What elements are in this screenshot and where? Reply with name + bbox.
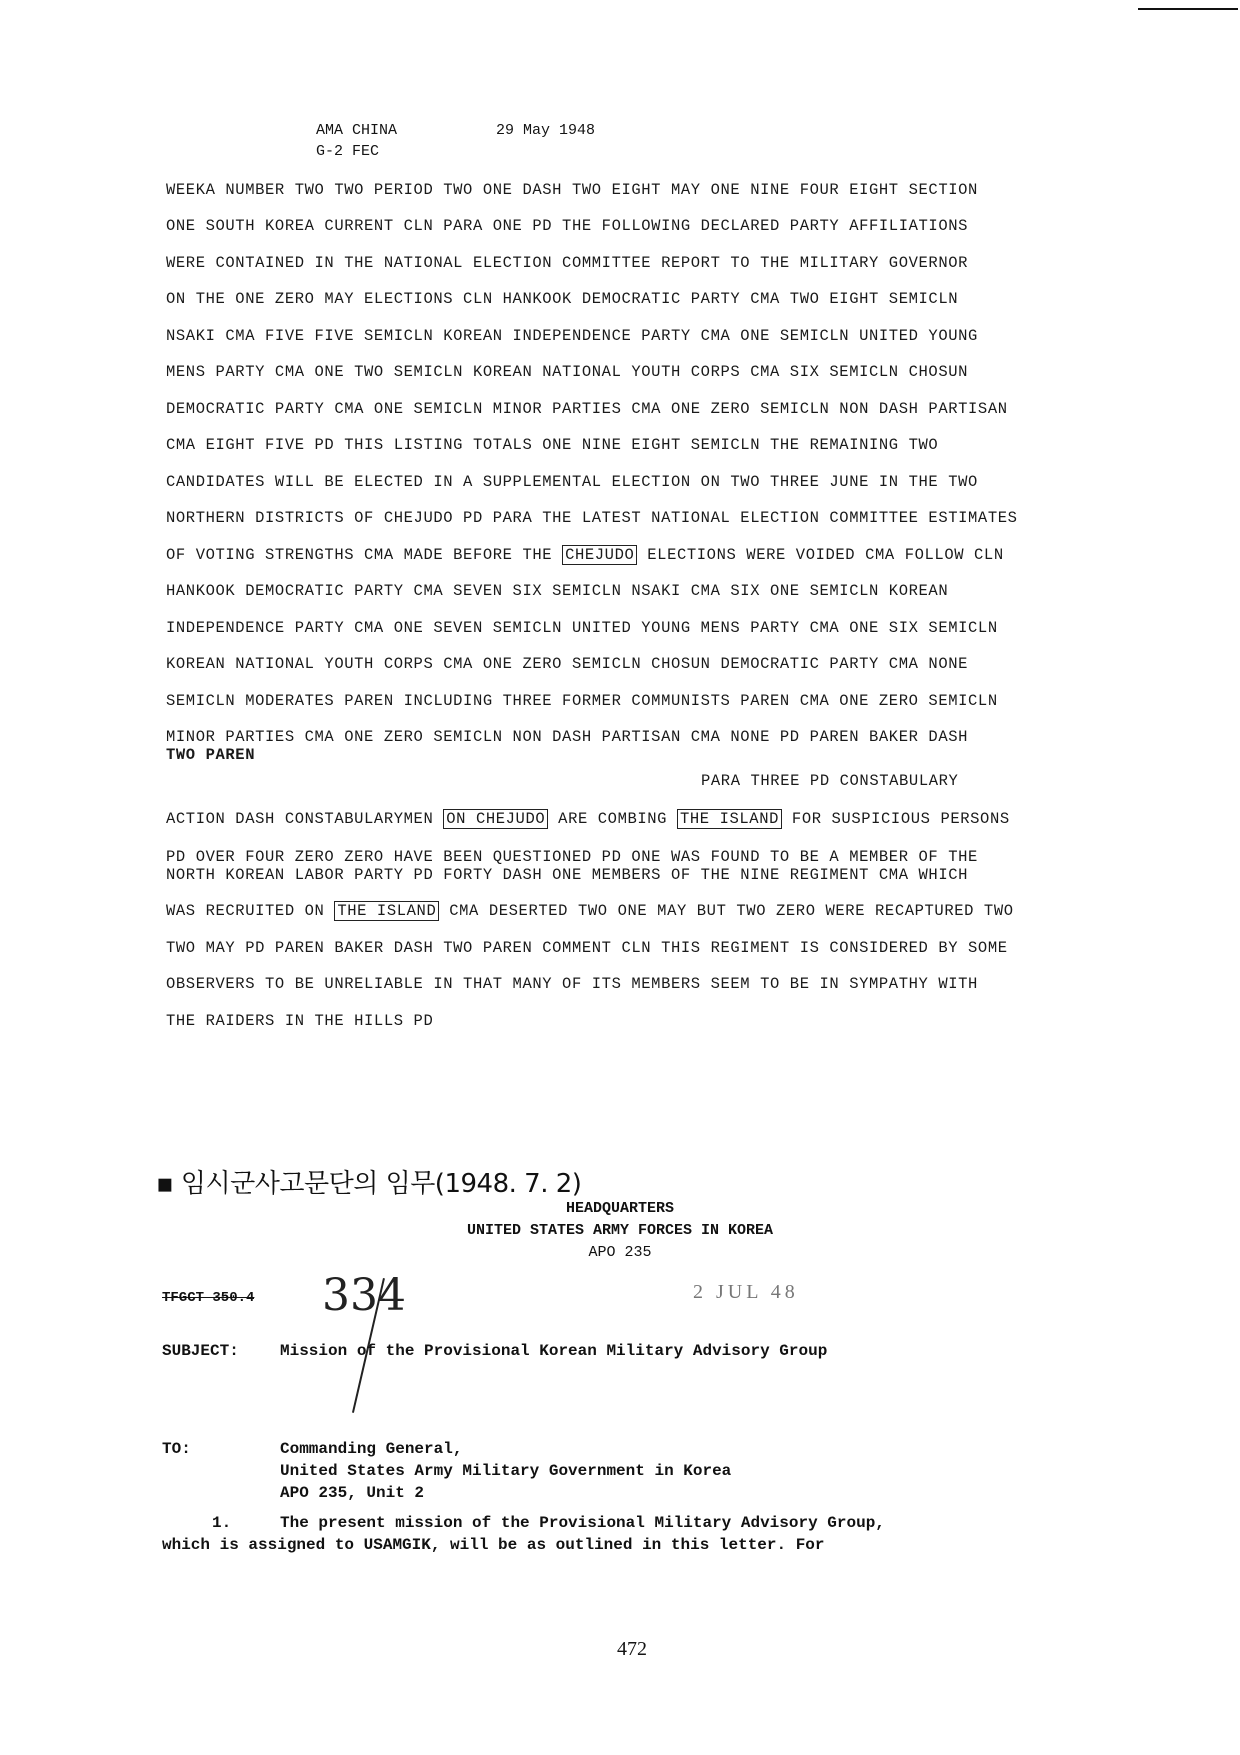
cable-line: THE RAIDERS IN THE HILLS PD <box>166 1012 434 1030</box>
cable-line: TWO PAREN <box>166 746 256 764</box>
cable-text: OF VOTING STRENGTHS CMA MADE BEFORE THE <box>166 546 563 564</box>
boxed-annotation: THE ISLAND <box>677 809 782 829</box>
cable-line: WEEKA NUMBER TWO TWO PERIOD TWO ONE DASH TWO EIGHT MAY ONE NINE FOUR EIGHT SECTION <box>166 181 978 199</box>
cable-line: ONE SOUTH KOREA CURRENT CLN PARA ONE PD THE FOLLOWING DECLARED PARTY AFFILIATIONS <box>166 217 969 235</box>
cable-line: MINOR PARTIES CMA ONE ZERO SEMICLN NON DASH PARTISAN CMA NONE PD PAREN BAKER DASH <box>166 728 969 746</box>
cable-line: PD OVER FOUR ZERO ZERO HAVE BEEN QUESTIONED PD ONE WAS FOUND TO BE A MEMBER OF THE <box>166 848 978 866</box>
boxed-annotation: ON CHEJUDO <box>443 809 548 829</box>
paragraph-number: 1. <box>212 1514 232 1532</box>
paragraph-text: The present mission of the Provisional Military Advisory Group, <box>280 1514 885 1532</box>
cable-line <box>166 810 1010 828</box>
cable-text: CMA DESERTED TWO ONE MAY BUT TWO ZERO WERE RECAPTURED TWO <box>439 902 1014 920</box>
boxed-annotation: THE ISLAND <box>334 901 439 921</box>
para-three-heading: PARA THREE PD CONSTABULARY <box>701 772 959 790</box>
cable-header-date: 29 May 1948 <box>496 122 596 139</box>
subject-text: Mission of the Provisional Korean Military Advisory Group <box>280 1342 828 1360</box>
cable-line <box>166 546 1004 564</box>
file-reference: TFGCT 350.4 <box>162 1290 255 1306</box>
cable-line: ON THE ONE ZERO MAY ELECTIONS CLN HANKOOK DEMOCRATIC PARTY CMA TWO EIGHT SEMICLN <box>166 290 959 308</box>
cable-line: CANDIDATES WILL BE ELECTED IN A SUPPLEMENTAL ELECTION ON TWO THREE JUNE IN THE TWO <box>166 473 978 491</box>
scan-edge-mark <box>1138 8 1238 10</box>
cable-line: HANKOOK DEMOCRATIC PARTY CMA SEVEN SIX SEMICLN NSAKI CMA SIX ONE SEMICLN KOREAN <box>166 582 949 600</box>
cable-text: ACTION DASH CONSTABULARYMEN <box>166 810 444 828</box>
cable-line: NSAKI CMA FIVE FIVE SEMICLN KOREAN INDEPENDENCE PARTY CMA ONE SEMICLN UNITED YOUNG <box>166 327 978 345</box>
section-title: ▪ 임시군사고문단의 임무(1948. 7. 2) <box>156 1169 582 1199</box>
cable-line <box>166 902 1014 920</box>
cable-line: MENS PARTY CMA ONE TWO SEMICLN KOREAN NATIONAL YOUTH CORPS CMA SIX SEMICLN CHOSUN <box>166 363 969 381</box>
addressee-line: Commanding General, <box>280 1440 463 1458</box>
cable-line: SEMICLN MODERATES PAREN INCLUDING THREE FORMER COMMUNISTS PAREN CMA ONE ZERO SEMICLN <box>166 692 998 710</box>
cable-line: KOREAN NATIONAL YOUTH CORPS CMA ONE ZERO SEMICLN CHOSUN DEMOCRATIC PARTY CMA NONE <box>166 655 969 673</box>
letterhead-apo: APO 235 <box>588 1244 652 1261</box>
cable-line: CMA EIGHT FIVE PD THIS LISTING TOTALS ONE NINE EIGHT SEMICLN THE REMAINING TWO <box>166 436 939 454</box>
cable-header-origin: AMA CHINA <box>316 122 398 139</box>
subject-label: SUBJECT: <box>162 1342 239 1360</box>
cable-line: WERE CONTAINED IN THE NATIONAL ELECTION COMMITTEE REPORT TO THE MILITARY GOVERNOR <box>166 254 969 272</box>
boxed-annotation: CHEJUDO <box>562 545 637 565</box>
addressee-line: United States Army Military Government in Korea <box>280 1462 732 1480</box>
cable-text: WAS RECRUITED ON <box>166 902 335 920</box>
addressee-line: APO 235, Unit 2 <box>280 1484 425 1502</box>
letterhead-headquarters: HEADQUARTERS <box>565 1200 675 1217</box>
date-stamp: 2 JUL 48 <box>693 1281 799 1303</box>
cable-line: TWO MAY PD PAREN BAKER DASH TWO PAREN COMMENT CLN THIS REGIMENT IS CONSIDERED BY SOME <box>166 939 1008 957</box>
cable-text: FOR SUSPICIOUS PERSONS <box>782 810 1010 828</box>
page-number: 472 <box>617 1638 647 1660</box>
cable-line: INDEPENDENCE PARTY CMA ONE SEVEN SEMICLN UNITED YOUNG MENS PARTY CMA ONE SIX SEMICLN <box>166 619 998 637</box>
cable-line: OBSERVERS TO BE UNRELIABLE IN THAT MANY OF ITS MEMBERS SEEM TO BE IN SYMPATHY WITH <box>166 975 978 993</box>
cable-line: NORTH KOREAN LABOR PARTY PD FORTY DASH ONE MEMBERS OF THE NINE REGIMENT CMA WHICH <box>166 866 969 884</box>
to-label: TO: <box>162 1440 191 1458</box>
cable-text: ARE COMBING <box>548 810 677 828</box>
handwritten-number: 334 <box>322 1270 406 1321</box>
paragraph-text: which is assigned to USAMGIK, will be as outlined in this letter. For <box>162 1536 825 1554</box>
cable-text: ELECTIONS WERE VOIDED CMA FOLLOW CLN <box>637 546 1004 564</box>
cable-header-dest: G-2 FEC <box>316 143 380 160</box>
letterhead-unit: UNITED STATES ARMY FORCES IN KOREA <box>466 1222 774 1239</box>
cable-line: NORTHERN DISTRICTS OF CHEJUDO PD PARA THE LATEST NATIONAL ELECTION COMMITTEE ESTIMATES <box>166 509 1018 527</box>
cable-line: DEMOCRATIC PARTY CMA ONE SEMICLN MINOR PARTIES CMA ONE ZERO SEMICLN NON DASH PARTISAN <box>166 400 1008 418</box>
